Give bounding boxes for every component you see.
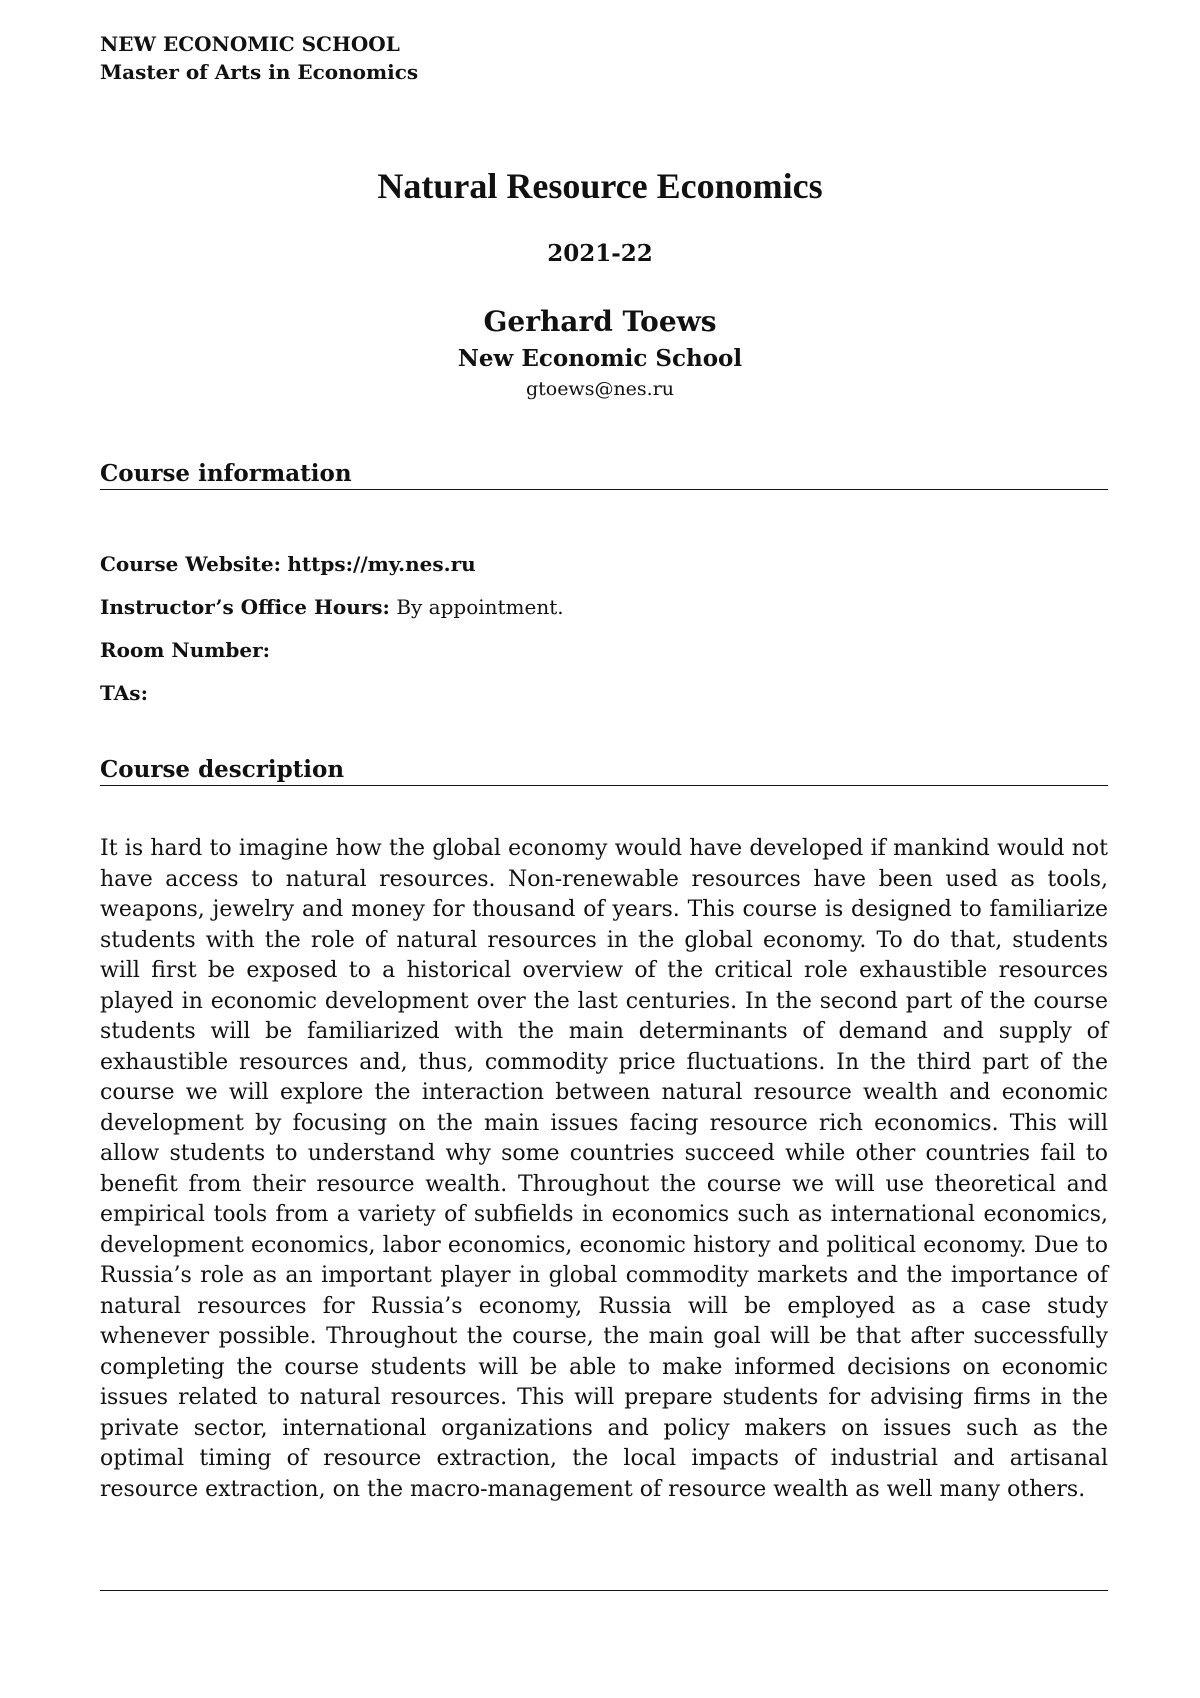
course-website-label: Course Website: (100, 552, 282, 576)
school-name: NEW ECONOMIC SCHOOL (100, 32, 400, 56)
course-website-link[interactable]: https://my.nes.ru (287, 552, 476, 576)
room-number-label: Room Number: (100, 638, 271, 662)
office-hours-label: Instructor’s Office Hours: (100, 595, 390, 619)
course-website-line (100, 552, 476, 576)
document-header (100, 30, 418, 86)
program-name: Master of Arts in Economics (100, 60, 419, 84)
course-title: Natural Resource Economics (377, 166, 823, 206)
tas-line (100, 681, 148, 705)
course-description-heading: Course description (100, 756, 1108, 786)
office-hours-value: By appointment. (396, 595, 564, 619)
instructor-name: Gerhard Toews (483, 305, 717, 338)
room-number-line (100, 638, 270, 662)
footer-divider (100, 1590, 1108, 1591)
instructor-affiliation: New Economic School (457, 345, 743, 372)
course-information-heading: Course information (100, 460, 1108, 490)
office-hours-line (100, 595, 564, 619)
course-description-text: It is hard to imagine how the global economy would have developed if mankind would not have access to natural resources. Non-renewable resources have been used as tools, weapons, jewelry and money for thousand of years. This course is designed to familiarize students with the role of natural resources in the global economy. To do that, students will first be exposed to a historical overview of the critical role exhaustible resources played in economic development over the last centuries. In the second part of the course students will be familiarized with the main determinants of demand and supply of exhaustible resources and, thus, commodity price fluctuations. In the third part of the course we will explore the interaction between natural resource wealth and economic development by focusing on the main issues facing resource rich economics. This will allow students to understand why some countries succeed while other countries fail to benefit from their resource wealth. Throughout the course we will use theoretical and empirical tools from a variety of subfields in economics such as international economics, development economics, labor economics, economic history and political economy. Due to Russia’s role as an important player in global commodity markets and the importance of natural resources for Russia’s economy, Russia will be employed as a case study whenever possible. Throughout the course, the main goal will be that after successfully completing the course students will be able to make informed decisions on economic issues related to natural resources. This will prepare students for advising firms in the private sector, international organizations and policy makers on issues such as the optimal timing of resource extraction, the local impacts of industrial and artisanal resource extraction, on the macro-management of resource wealth as well many others. (100, 836, 1108, 1502)
instructor-email[interactable]: gtoews@nes.ru (525, 378, 675, 400)
tas-label: TAs: (100, 681, 148, 705)
academic-year: 2021-22 (547, 240, 653, 267)
